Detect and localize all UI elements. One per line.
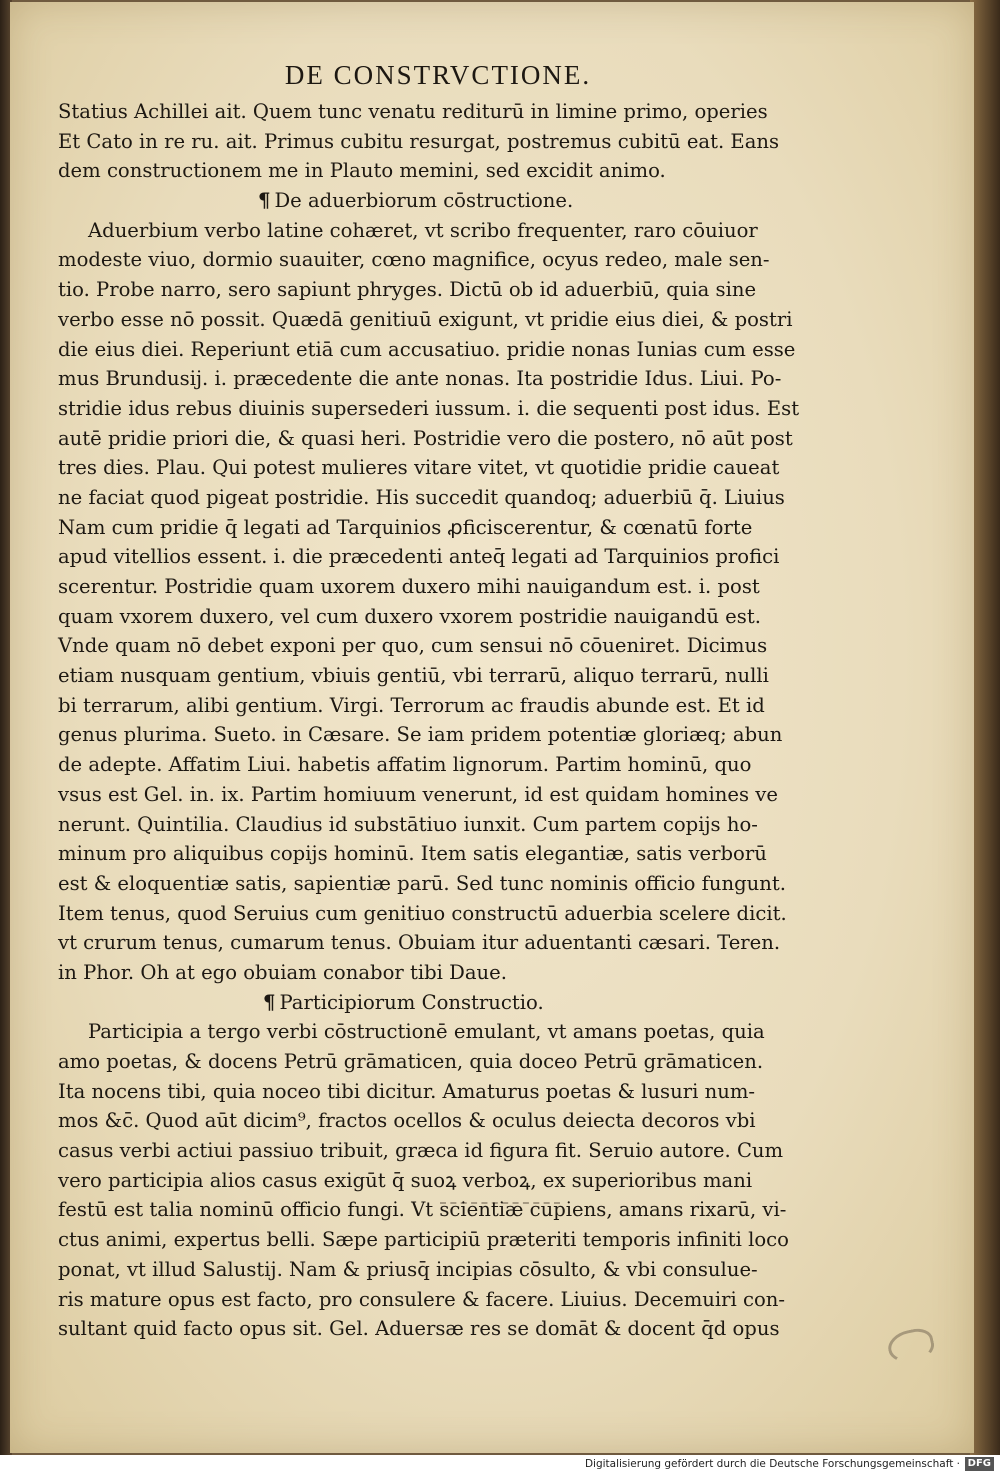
text-line: mus Brundusij. i. præcedente die ante nonas. Ita postridie Idus. Liui. Po- — [58, 367, 782, 391]
text-line: scerentur. Postridie quam uxorem duxero mihi nauigandum est. i. post — [58, 575, 760, 598]
text-line: Participia a tergo verbi cōstructionē emulant, vt amans poetas, quia — [88, 1020, 765, 1044]
text-line: tres dies. Plau. Qui potest mulieres vitare vitet, vt quotidie pridie caueat — [58, 456, 780, 480]
text-line: verbo esse nō possit. Quædā genitiuū exigunt, vt pridie eius diei, & postri — [58, 307, 793, 331]
text-line: festū est talia nominū officio fungi. Vt scientiæ cupiens, amans rixarū, vi- — [58, 1198, 787, 1222]
text-line: de adepte. Affatim Liui. habetis affatim lignorum. Partim hominū, quo — [58, 753, 752, 777]
text-line: Ita nocens tibi, quia noceo tibi dicitur. Amaturus poetas & lusuri num- — [58, 1079, 756, 1103]
text-line: Item tenus, quod Seruius cum genitiuo constructū aduerbia scelere dicit. — [58, 901, 787, 925]
running-head: DE CONSTRVCTIONE. — [284, 60, 592, 90]
text-line: ctus animi, expertus belli. Sæpe participiū præteriti temporis infiniti loco — [58, 1228, 789, 1252]
text-line: genus plurima. Sueto. in Cæsare. Se iam pridem potentiæ gloriæq; abun — [58, 723, 783, 747]
text-line: amo poetas, & docens Petrū grāmaticen, quia doceo Petrū grāmaticen. — [58, 1050, 764, 1073]
text-line: apud vitellios essent. i. die præcedenti anteq̄ legati ad Tarquinios profici — [58, 545, 780, 569]
text-line: minum pro aliquibus copijs hominū. Item satis elegantiæ, satis verborū — [58, 842, 767, 866]
heading-text: De aduerbiorum cōstructione. — [274, 189, 574, 213]
section-heading-participles — [58, 988, 788, 1018]
text-line: modeste viuo, dormio suauiter, cœno magnifice, ocyus redeo, male sen- — [58, 248, 770, 272]
text-line: autē pridie priori die, & quasi heri. Postridie vero die postero, nō aūt post — [58, 426, 793, 450]
text-line: vt crurum tenus, cumarum tenus. Obuiam itur aduentanti cæsari. Teren. — [58, 931, 781, 955]
text-line: Nam cum pridie q̄ legati ad Tarquinios ꝓficiscerentur, & cœnatū forte — [58, 515, 753, 539]
text-line: Vnde quam nō debet exponi per quo, cum sensui nō cōueniret. Dicimus — [58, 634, 768, 658]
text-line: Statius Achillei ait. Quem tunc venatu rediturū in limine primo, operies — [58, 100, 768, 123]
heading-text: Participiorum Constructio. — [279, 990, 544, 1014]
text-line: tio. Probe narro, sero sapiunt phryges. Dictū ob id aduerbiū, quia sine — [58, 278, 757, 302]
text-line: dem constructionem me in Plauto memini, sed excidit animo. — [58, 159, 666, 183]
catchword-trace — [440, 1202, 560, 1208]
pilcrow-icon: ¶ — [258, 189, 271, 213]
text-line: Et Cato in re ru. ait. Primus cubitu resurgat, postremus cubitū eat. Eans — [58, 129, 780, 153]
text-line: mos &c̄. Quod aūt dicim⁹, fractos ocellos & oculus deiecta decoros vbi — [58, 1109, 756, 1133]
ink-mark — [885, 1326, 937, 1367]
text-line: Aduerbium verbo latine cohæret, vt scribo frequenter, raro cōuiuor — [88, 218, 758, 242]
text-line: nerunt. Quintilia. Claudius id substātiuo iunxit. Cum partem copijs ho- — [58, 812, 758, 836]
text-line: bi terrarum, alibi gentium. Virgi. Terrorum ac fraudis abunde est. Et id — [58, 693, 765, 717]
text-line: etiam nusquam gentium, vbiuis gentiū, vbi terrarū, aliquo terrarū, nulli — [58, 664, 769, 688]
text-line: ne faciat quod pigeat postridie. His succedit quandoq; aduerbiū q̄. Liuius — [58, 485, 785, 509]
text-line: quam vxorem duxero, vel cum duxero vxorem postridie nauigandū est. — [58, 604, 761, 628]
dfg-logo: DFG — [965, 1457, 994, 1471]
text-line: vero participia alios casus exigūt q̄ suoꝝ verboꝝ, ex superioribus mani — [58, 1168, 753, 1192]
text-line: in Phor. Oh at ego obuiam conabor tibi Daue. — [58, 960, 507, 984]
text-line: stridie idus rebus diuinis supersederi iussum. i. die sequenti post idus. Est — [58, 396, 800, 420]
book-page — [10, 2, 974, 1453]
pilcrow-icon: ¶ — [263, 990, 276, 1014]
text-line: ris mature opus est facto, pro consulere & facere. Liuius. Decemuiri con- — [58, 1287, 786, 1311]
section-heading-adverbs — [58, 186, 788, 216]
text-line: ponat, vt illud Salustij. Nam & priusq̄ incipias cōsulto, & vbi consulue- — [58, 1257, 758, 1281]
text-line: die eius diei. Reperiunt etiā cum accusatiuo. pridie nonas Iunias cum esse — [58, 337, 796, 361]
text-block — [58, 60, 800, 1344]
text-line: sultant quid facto opus sit. Gel. Aduersæ res se domāt & docent q̄d opus — [58, 1317, 780, 1341]
text-line: vsus est Gel. in. ix. Partim homiuum venerunt, id est quidam homines ve — [58, 782, 778, 806]
binding-edge-right — [970, 0, 1000, 1455]
dfg-credit: Digitalisierung gefördert durch die Deutsche Forschungsgemeinschaft · — [584, 1458, 960, 1470]
text-line: casus verbi actiui passiuo tribuit, græca id figura fit. Seruio autore. Cum — [58, 1139, 784, 1163]
text-line: est & eloquentiæ satis, sapientiæ parū. Sed tunc nominis officio fungunt. — [58, 871, 787, 895]
